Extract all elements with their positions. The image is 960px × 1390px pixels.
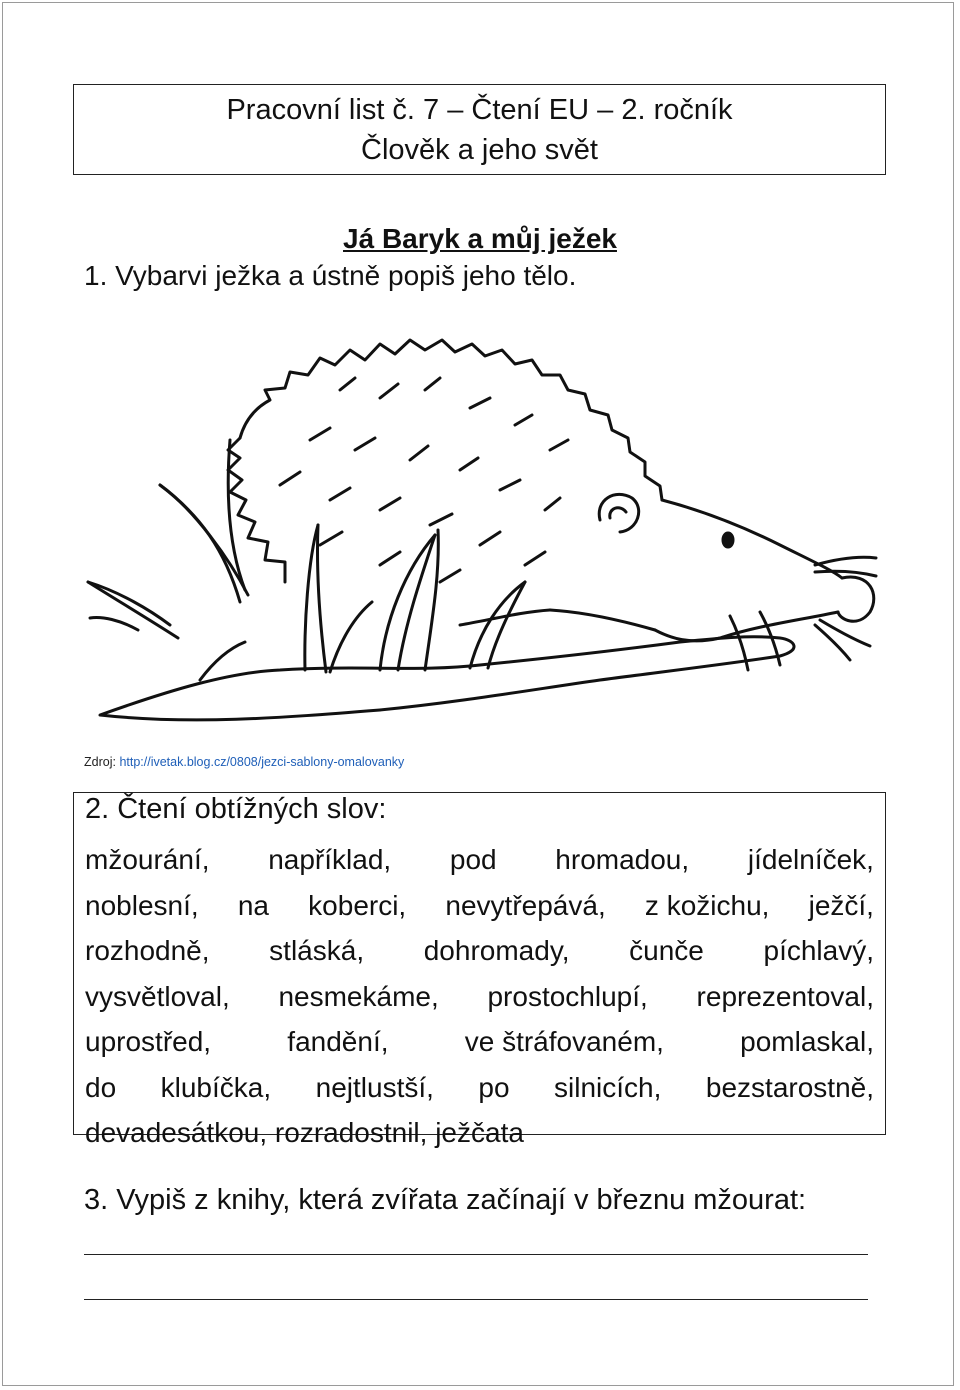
word: ježčí, <box>808 889 874 921</box>
word: nesmekáme, <box>278 980 439 1012</box>
word: z kožichu, <box>644 889 770 921</box>
word: nevytřepává, <box>445 889 606 921</box>
word: devadesátkou, rozradostnil, ježčata <box>85 1117 524 1148</box>
word: dohromady, <box>423 935 570 966</box>
word: klubíčka, <box>160 1071 272 1103</box>
word: na <box>237 889 269 921</box>
word: stláská, <box>269 935 365 966</box>
task-1-instruction: 1. Vybarvi ježka a ústně popiš jeho tělo. <box>84 260 577 291</box>
word: jídelníček, <box>747 844 874 875</box>
source-link[interactable]: http://ivetak.blog.cz/0808/jezci-sablony-omalovanky <box>119 755 405 769</box>
task-3-instruction: 3. Vypiš z knihy, která zvířata začínají v březnu mžourat: <box>84 1184 807 1216</box>
word: pomlaskal, <box>740 1026 874 1057</box>
answer-line[interactable] <box>84 1254 868 1255</box>
word: nejtlustší, <box>315 1071 434 1103</box>
word-line <box>85 974 874 1020</box>
word: pod <box>449 844 497 875</box>
word-line <box>85 883 874 929</box>
header-line-2: Člověk a jeho svět <box>361 134 598 166</box>
word: píchlavý, <box>763 935 874 966</box>
image-source <box>84 755 404 769</box>
word: čunče <box>629 935 704 966</box>
word: do <box>85 1071 117 1103</box>
word: rozhodně, <box>85 935 210 966</box>
word: například, <box>268 844 392 875</box>
worksheet-header <box>73 84 886 175</box>
word-list <box>85 837 874 1156</box>
task-2-heading: 2. Čtení obtížných slov: <box>85 793 387 825</box>
word: koberci, <box>308 889 407 921</box>
worksheet-title: Já Baryk a můj ježek <box>343 223 617 254</box>
word-line <box>85 1019 874 1065</box>
answer-line[interactable] <box>84 1299 868 1300</box>
word-line <box>85 1110 874 1156</box>
word: uprostřed, <box>85 1026 212 1057</box>
word: fandění, <box>287 1026 389 1057</box>
word: vysvětloval, <box>85 980 230 1012</box>
word: noblesní, <box>85 889 199 921</box>
word: prostochlupí, <box>487 980 648 1012</box>
word: silnicích, <box>554 1071 662 1103</box>
word: ve štráfovaném, <box>464 1026 664 1057</box>
word: mžourání, <box>85 844 210 875</box>
word: hromadou, <box>555 844 690 875</box>
header-line-1: Pracovní list č. 7 – Čtení EU – 2. ročník <box>226 94 733 126</box>
word: po <box>478 1071 510 1103</box>
source-label: Zdroj: <box>84 755 120 769</box>
word: bezstarostně, <box>705 1071 874 1103</box>
word: reprezentoval, <box>696 980 874 1012</box>
word-line <box>85 1065 874 1111</box>
word-line <box>85 837 874 883</box>
reading-words-box <box>73 792 886 1148</box>
word-line <box>85 928 874 974</box>
hedgehog-illustration-icon <box>80 320 880 740</box>
